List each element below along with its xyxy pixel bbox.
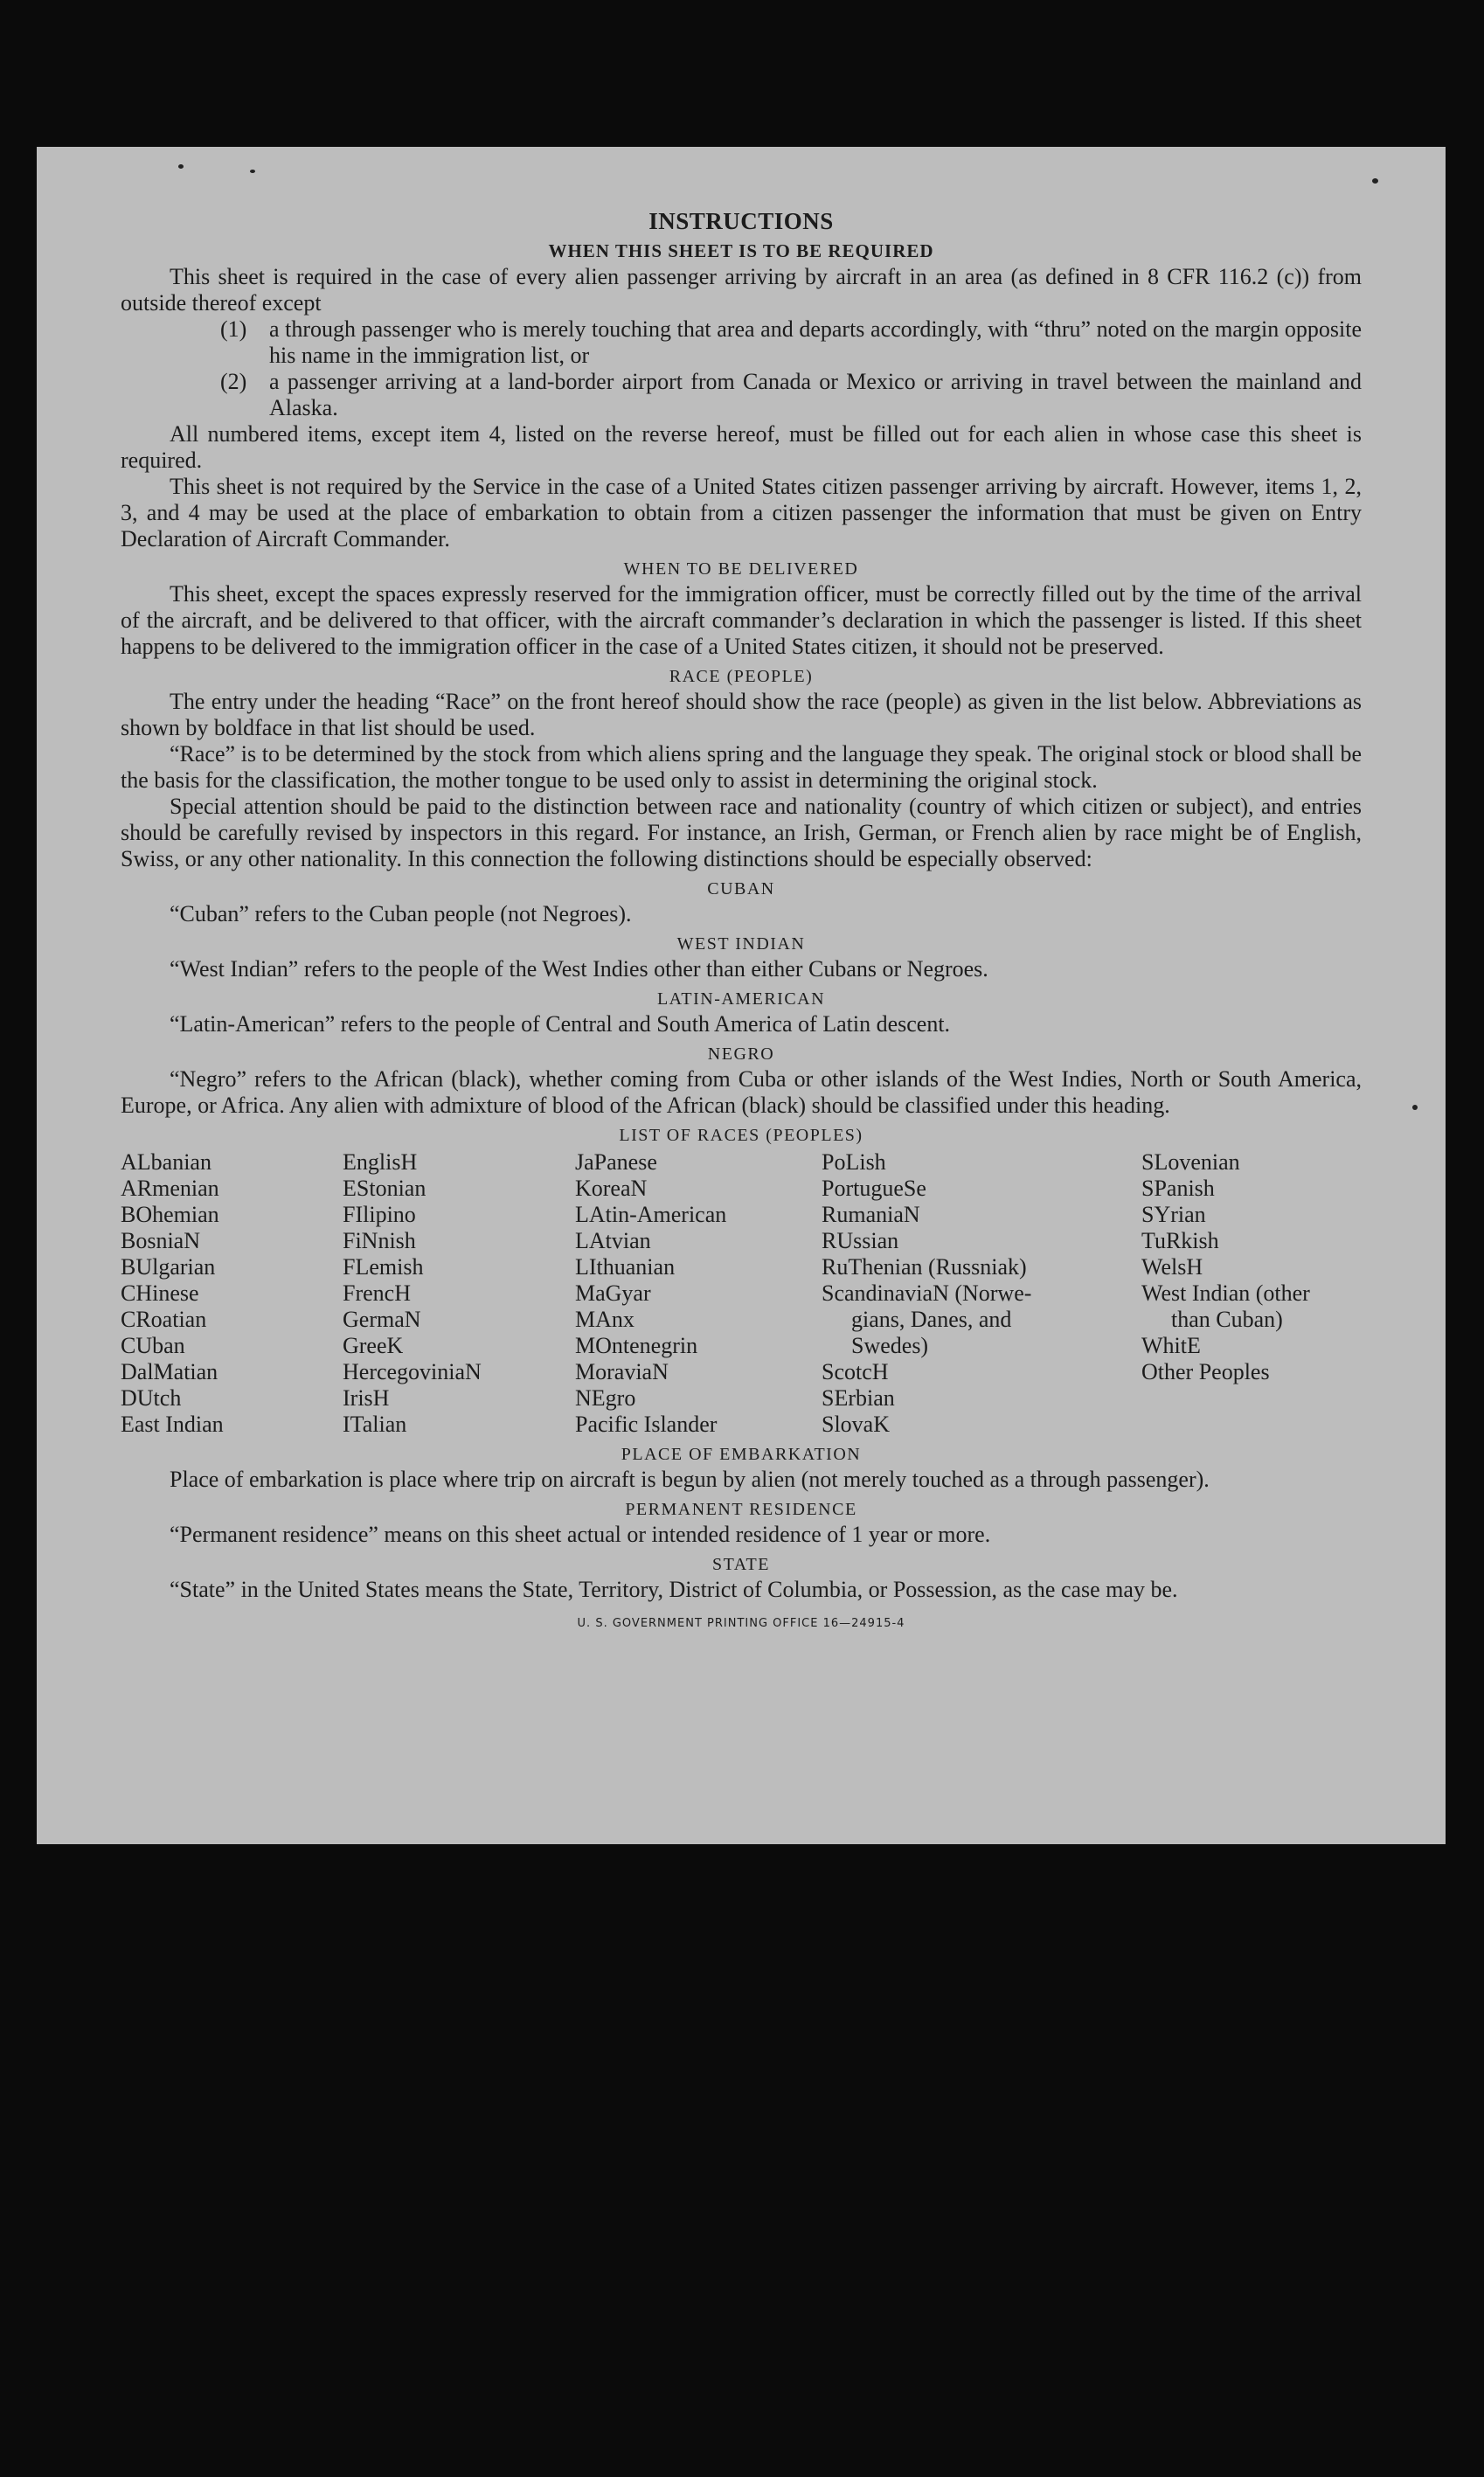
race-entry: ALbanian: [121, 1149, 212, 1175]
race-entry: ITalian: [343, 1412, 407, 1437]
exception-item-1: [220, 316, 1362, 369]
race-entry: DUtch: [121, 1385, 182, 1411]
race-entry: FiNnish: [343, 1228, 416, 1253]
race-entry: CUban: [121, 1333, 185, 1358]
numbered-items-paragraph: All numbered items, except item 4, listed on the reverse hereof, must be filled out for each alien in whose case this sheet is required.: [121, 421, 1362, 473]
race-entry: DalMatian: [121, 1359, 218, 1384]
section-heading-state: STATE: [712, 1555, 770, 1574]
citizen-paragraph: This sheet is not required by the Service in the case of a United States citizen passenger arriving by aircraft. However, items 1, 2, 3, and 4 may be used at the place of embarkation to obtain from a citizen passenger the information that must be given on Entry Declaration of Aircraft Commander.: [121, 474, 1362, 552]
race-entry: TuRkish: [1141, 1228, 1219, 1253]
definition-text-negro: “Negro” refers to the African (black), whether coming from Cuba or other islands of the West Indies, North or South America, Europe, or Africa. Any alien with admixture of blood of the African (black) should be classified under this heading.: [121, 1066, 1362, 1118]
section-heading-when-delivered: WHEN TO BE DELIVERED: [623, 559, 859, 579]
race-entry: LIthuanian: [575, 1254, 676, 1280]
race-entry: SPanish: [1141, 1176, 1215, 1201]
section-heading-embarkation: PLACE OF EMBARKATION: [621, 1445, 862, 1464]
race-entry: West Indian (other: [1141, 1280, 1310, 1306]
race-entry: EnglisH: [343, 1149, 418, 1175]
definition-heading-latin-american: LATIN-AMERICAN: [656, 989, 826, 1009]
races-list-heading: LIST OF RACES (PEOPLES): [619, 1126, 863, 1145]
race-entry: BOhemian: [121, 1202, 219, 1227]
exception-item-text: a through passenger who is merely touching that area and departs accordingly, with “thru” noted on the margin opposite his name in the immigration list, or: [269, 316, 1362, 368]
race-entry: SErbian: [822, 1385, 895, 1411]
scan-speck: [178, 164, 184, 169]
race-entry: FIlipino: [343, 1202, 416, 1227]
scan-speck: [1372, 178, 1378, 184]
race-entry: EStonian: [343, 1176, 426, 1201]
race-entry: MoraviaN: [575, 1359, 669, 1384]
race-entry: LAtin-American: [575, 1202, 727, 1227]
scan-speck: [1412, 1105, 1418, 1110]
race-paragraph-1: The entry under the heading “Race” on the front hereof should show the race (people) as given in the list below. Abbreviations as shown by boldface in that list should be used.: [121, 689, 1362, 740]
races-column-2: [343, 1149, 575, 1438]
race-entry: BUlgarian: [121, 1254, 216, 1280]
when-required-intro: This sheet is required in the case of every alien passenger arriving by aircraft in an area (as defined in 8 CFR 116.2 (c)) from outside thereof except: [121, 264, 1362, 316]
race-entry: HercegoviniaN: [343, 1359, 482, 1384]
race-entry: WelsH: [1141, 1254, 1203, 1280]
race-entry: SlovaK: [822, 1412, 890, 1437]
page-title: INSTRUCTIONS: [648, 208, 834, 234]
race-entry: RuThenian (Russniak): [822, 1254, 1027, 1280]
race-entry: NEgro: [575, 1385, 636, 1411]
residence-text: “Permanent residence” means on this sheet actual or intended residence of 1 year or more.: [170, 1522, 991, 1547]
races-column-4: [822, 1149, 1141, 1438]
race-entry-continuation: than Cuban): [1171, 1307, 1283, 1332]
exception-item-number: (1): [220, 316, 247, 342]
race-entry: FLemish: [343, 1254, 424, 1280]
exception-item-number: (2): [220, 369, 247, 394]
race-entry: MaGyar: [575, 1280, 651, 1306]
race-entry-continuation: Swedes): [851, 1333, 929, 1358]
race-entry: JaPanese: [575, 1149, 657, 1175]
section-heading-when-required: WHEN THIS SHEET IS TO BE REQUIRED: [548, 240, 934, 261]
printing-office-footer: U. S. GOVERNMENT PRINTING OFFICE 16—24915-4: [577, 1617, 905, 1630]
definition-text-latin-american: “Latin-American” refers to the people of Central and South America of Latin descent.: [170, 1011, 951, 1037]
race-paragraph-2: “Race” is to be determined by the stock from which aliens spring and the language they speak. The original stock or blood shall be the basis for the classification, the mother tongue to be used only to assist in determining the original stock.: [121, 741, 1362, 793]
state-text: “State” in the United States means the State, Territory, District of Columbia, or Possession, as the case may be.: [170, 1577, 1178, 1602]
race-entry: MAnx: [575, 1307, 635, 1332]
race-entry: SYrian: [1141, 1202, 1206, 1227]
exception-item-text: a passenger arriving at a land-border airport from Canada or Mexico or arriving in travel between the mainland and Alaska.: [269, 369, 1362, 420]
race-entry: ScandinaviaN (Norwe-: [822, 1280, 1032, 1306]
race-entry: CRoatian: [121, 1307, 207, 1332]
race-entry: ARmenian: [121, 1176, 219, 1201]
race-entry: MOntenegrin: [575, 1333, 698, 1358]
embarkation-text: Place of embarkation is place where trip on aircraft is begun by alien (not merely touched as a through passenger).: [170, 1467, 1210, 1492]
race-entry: Pacific Islander: [575, 1412, 718, 1437]
section-heading-race: RACE (PEOPLE): [669, 667, 814, 686]
race-entry: PortugueSe: [822, 1176, 926, 1201]
races-column-1: [121, 1149, 343, 1438]
race-entry: SLovenian: [1141, 1149, 1240, 1175]
race-entry: GermaN: [343, 1307, 421, 1332]
race-entry: RUssian: [822, 1228, 899, 1253]
race-entry: RumaniaN: [822, 1202, 920, 1227]
section-heading-residence: PERMANENT RESIDENCE: [625, 1500, 857, 1519]
race-entry: ScotcH: [822, 1359, 889, 1384]
race-entry: CHinese: [121, 1280, 199, 1306]
race-entry: Other Peoples: [1141, 1359, 1270, 1384]
definition-text-cuban: “Cuban” refers to the Cuban people (not Negroes).: [170, 901, 632, 926]
races-column-3: [575, 1149, 822, 1438]
definition-heading-negro: NEGRO: [707, 1044, 775, 1064]
scan-speck: [250, 170, 255, 173]
exception-item-2: [220, 369, 1362, 421]
race-entry: PoLish: [822, 1149, 886, 1175]
definition-heading-cuban: CUBAN: [707, 879, 775, 899]
race-entry: BosniaN: [121, 1228, 200, 1253]
race-entry: IrisH: [343, 1385, 390, 1411]
document-sheet: [37, 147, 1446, 1844]
race-entry: LAtvian: [575, 1228, 651, 1253]
races-column-5: [1141, 1149, 1363, 1438]
race-paragraph-3: Special attention should be paid to the distinction between race and nationality (country of which citizen or subject), and entries should be carefully revised by inspectors in this regard. For instance, an Irish, German, or French alien by race might be of English, Swiss, or any other nationality. In this connection the following distinctions should be especially observed:: [121, 794, 1362, 871]
races-list: [121, 1149, 1362, 1438]
when-delivered-text: This sheet, except the spaces expressly reserved for the immigration officer, must be correctly filled out by the time of the arrival of the aircraft, and be delivered to that officer, with the aircraft commander’s declaration in which the passenger is listed. If this sheet happens to be delivered to the immigration officer in the case of a United States citizen, it should not be preserved.: [121, 581, 1362, 659]
race-entry: KoreaN: [575, 1176, 648, 1201]
definition-heading-west-indian: WEST INDIAN: [676, 934, 806, 954]
race-entry: GreeK: [343, 1333, 404, 1358]
race-entry: East Indian: [121, 1412, 224, 1437]
definition-text-west-indian: “West Indian” refers to the people of the West Indies other than either Cubans or Negroes.: [170, 956, 988, 982]
race-entry-continuation: gians, Danes, and: [851, 1307, 1012, 1332]
race-entry: FrencH: [343, 1280, 411, 1306]
race-entry: WhitE: [1141, 1333, 1201, 1358]
